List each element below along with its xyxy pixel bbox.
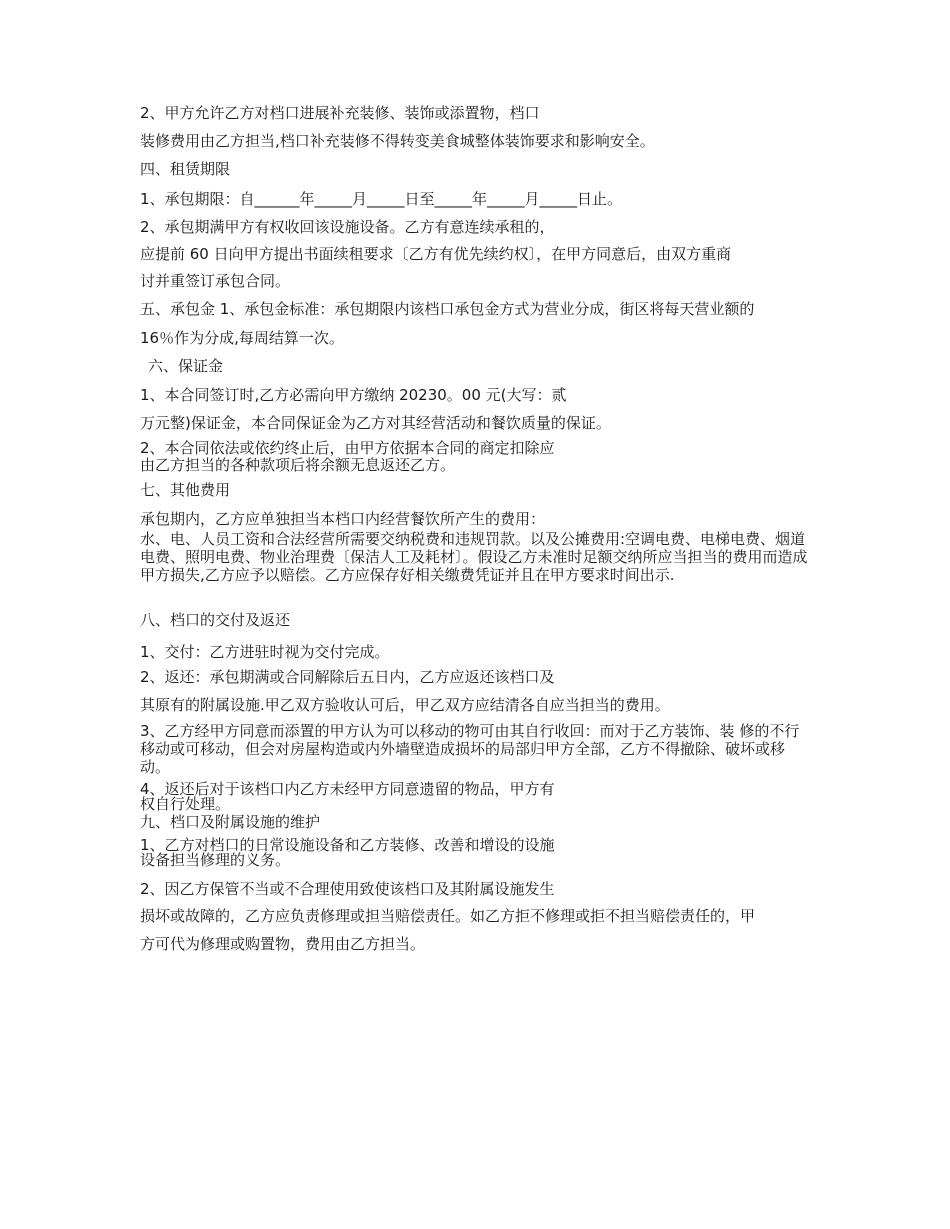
section-heading: 八、档口的交付及返还 xyxy=(140,611,291,629)
text-line: 4、返还后对于该档口内乙方未经甲方同意遗留的物品，甲方有 xyxy=(140,780,555,798)
text-line: 由乙方担当的各种款项后将余额无息返还乙方。 xyxy=(140,456,456,474)
section-heading: 六、保证金 xyxy=(148,357,224,375)
section-heading: 四、租赁期限 xyxy=(140,160,231,178)
text-line: 万元整)保证金，本合同保证金为乙方对其经营活动和餐饮质量的保证。 xyxy=(140,414,611,432)
text-line: 1、交付：乙方进驻时视为交付完成。 xyxy=(140,643,390,661)
text-line: 2、甲方允许乙方对档口进展补充装修、装饰或添置物，档口 xyxy=(140,104,540,122)
section-heading: 五、承包金 1、承包金标准：承包期限内该档口承包金方式为营业分成，街区将每天营业额的 xyxy=(140,300,755,318)
text-line: 方可代为修理或购置物，费用由乙方担当。 xyxy=(140,935,426,953)
text-line: 16％作为分成,每周结算一次。 xyxy=(140,329,344,347)
text-line: 1、本合同签订时,乙方必需向甲方缴纳 20230。00 元(大写：贰 xyxy=(140,386,567,404)
text-line: 应提前 60 日向甲方提出书面续租要求〔乙方有优先续约权〕，在甲方同意后，由双方重商 xyxy=(140,245,732,263)
text-paragraph: 水、电、人员工资和合法经营所需要交纳税费和违规罚款。以及公摊费用:空调电费、电梯电费、烟道电费、照明电费、物业治理费〔保洁人工及耗材〕。假设乙方未准时足额交纳所应当担当的费用而造成甲方损失,乙方应予以赔偿。乙方应保存好相关缴费凭证并且在甲方要求时间出示. xyxy=(140,530,808,584)
text-line: 1、承包期限：自______年_____月_____日至_____年_____月_____日止。 xyxy=(140,190,623,208)
text-line: 2、返还：承包期满或合同解除后五日内，乙方应返还该档口及 xyxy=(140,668,555,686)
text-line: 讨并重签订承包合同。 xyxy=(140,272,291,290)
text-paragraph: 3、乙方经甲方同意而添置的甲方认为可以移动的物可由其自行收回：而对于乙方装饰、装 修的不行移动或可移动，但会对房屋构造或内外墙壁造成损坏的局部归甲方全部，乙方不得撤除、破坏或移动。 xyxy=(140,722,800,776)
text-line: 1、乙方对档口的日常设施设备和乙方装修、改善和增设的设施 xyxy=(140,836,555,854)
section-heading: 七、其他费用 xyxy=(140,481,231,499)
text-line: 承包期内，乙方应单独担当本档口内经营餐饮所产生的费用： xyxy=(140,510,546,528)
text-line: 装修费用由乙方担当,档口补充装修不得转变美食城整体装饰要求和影响安全。 xyxy=(140,132,655,150)
text-line: 权自行处理。 xyxy=(140,795,231,813)
section-heading: 九、档口及附属设施的维护 xyxy=(140,813,321,831)
text-line: 2、因乙方保管不当或不合理使用致使该档口及其附属设施发生 xyxy=(140,880,555,898)
text-line: 损坏或故障的，乙方应负责修理或担当赔偿责任。如乙方拒不修理或拒不担当赔偿责任的，甲 xyxy=(140,907,756,925)
text-line: 2、承包期满甲方有权收回该设施设备。乙方有意连续承租的， xyxy=(140,218,555,236)
text-line: 2、本合同依法或依约终止后，由甲方依据本合同的商定扣除应 xyxy=(140,439,555,457)
text-line: 其原有的附属设施.甲乙双方验收认可后，甲乙双方应结清各自应当担当的费用。 xyxy=(140,696,670,714)
text-line: 设备担当修理的义务。 xyxy=(140,851,291,869)
